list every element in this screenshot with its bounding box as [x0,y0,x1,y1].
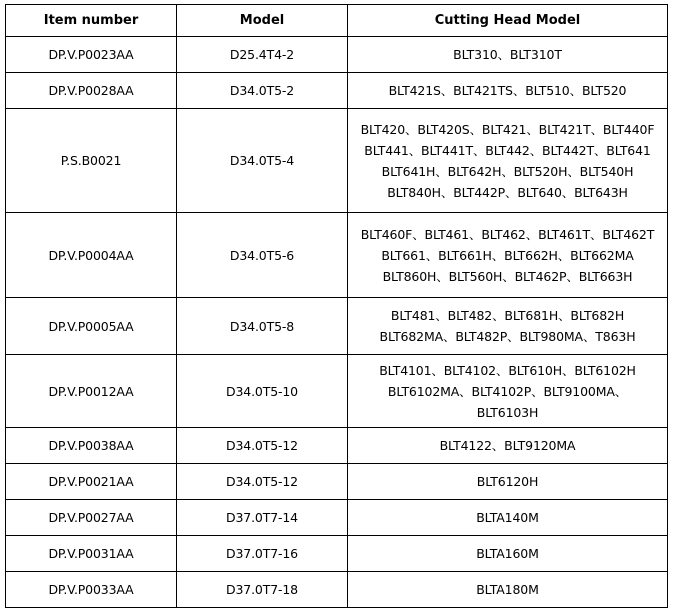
item-number-cell: DP.V.P0028AA [6,73,177,109]
spec-table [5,4,668,608]
cutting-head-line: BLT6102MA、BLT4102P、BLT9100MA、 [387,383,628,399]
table-row [6,536,668,572]
cutting-head-line: BLT860H、BLT560H、BLT462P、BLT663H [382,268,633,284]
cutting-head-cell [348,73,668,109]
model-cell: D34.0T5-12 [177,464,348,500]
item-number-cell: DP.V.P0027AA [6,500,177,536]
model-cell: D37.0T7-16 [177,536,348,572]
cutting-head-line: BLT4101、BLT4102、BLT610H、BLT6102H [379,362,636,378]
item-number-cell: DP.V.P0031AA [6,536,177,572]
cutting-head-line: BLT840H、BLT442P、BLT640、BLT643H [387,184,628,200]
item-number-cell: P.S.B0021 [6,109,177,213]
header-row [6,5,668,37]
cutting-head-cell [348,109,668,213]
model-cell: D34.0T5-10 [177,355,348,428]
item-number-cell: DP.V.P0012AA [6,355,177,428]
cutting-head-line: BLT310、BLT310T [453,47,562,62]
cutting-head-cell [348,500,668,536]
cutting-head-cell [348,213,668,298]
model-cell: D34.0T5-4 [177,109,348,213]
cutting-head-line: BLTA140M [476,510,539,525]
table-row [6,37,668,73]
table-row [6,355,668,428]
table-row [6,213,668,298]
cutting-head-line: BLT682MA、BLT482P、BLT980MA、T863H [379,329,636,344]
table-row [6,428,668,464]
item-number-cell: DP.V.P0038AA [6,428,177,464]
cutting-head-line: BLT420、BLT420S、BLT421、BLT421T、BLT440F [360,121,655,137]
model-cell: D25.4T4-2 [177,37,348,73]
cutting-head-line: BLT641H、BLT642H、BLT520H、BLT540H [381,163,634,179]
table-row [6,109,668,213]
item-number-cell: DP.V.P0033AA [6,572,177,608]
cutting-head-cell [348,428,668,464]
item-number-cell: DP.V.P0004AA [6,213,177,298]
item-number-cell: DP.V.P0023AA [6,37,177,73]
table-row [6,464,668,500]
cutting-head-cell [348,572,668,608]
model-cell: D37.0T7-18 [177,572,348,608]
cutting-head-line: BLT460F、BLT461、BLT462、BLT461T、BLT462T [360,226,655,242]
cutting-head-line: BLTA160M [476,546,539,561]
model-cell: D37.0T7-14 [177,500,348,536]
table-body [6,37,668,608]
cutting-head-cell [348,536,668,572]
cutting-head-line: BLT661、BLT661H、BLT662H、BLT662MA [381,247,634,263]
model-cell: D34.0T5-6 [177,213,348,298]
table-row [6,298,668,355]
header-model: Model [177,5,348,37]
table-row [6,500,668,536]
cutting-head-cell [348,355,668,428]
cutting-head-cell [348,37,668,73]
cutting-head-line: BLT6103H [476,404,539,420]
cutting-head-line: BLTA180M [476,582,539,597]
table-header [6,5,668,37]
cutting-head-line: BLT4122、BLT9120MA [439,438,576,453]
model-cell: D34.0T5-8 [177,298,348,355]
cutting-head-line: BLT441、BLT441T、BLT442、BLT442T、BLT641 [364,142,651,158]
item-number-cell: DP.V.P0005AA [6,298,177,355]
header-cutting-head-model: Cutting Head Model [348,5,668,37]
cutting-head-line: BLT481、BLT482、BLT681H、BLT682H [390,308,625,323]
header-item-number: Item number [6,5,177,37]
cutting-head-cell [348,464,668,500]
table-row [6,572,668,608]
model-cell: D34.0T5-12 [177,428,348,464]
cutting-head-line: BLT6120H [476,474,539,489]
cutting-head-cell [348,298,668,355]
item-number-cell: DP.V.P0021AA [6,464,177,500]
model-cell: D34.0T5-2 [177,73,348,109]
cutting-head-line: BLT421S、BLT421TS、BLT510、BLT520 [388,83,627,98]
table-row [6,73,668,109]
